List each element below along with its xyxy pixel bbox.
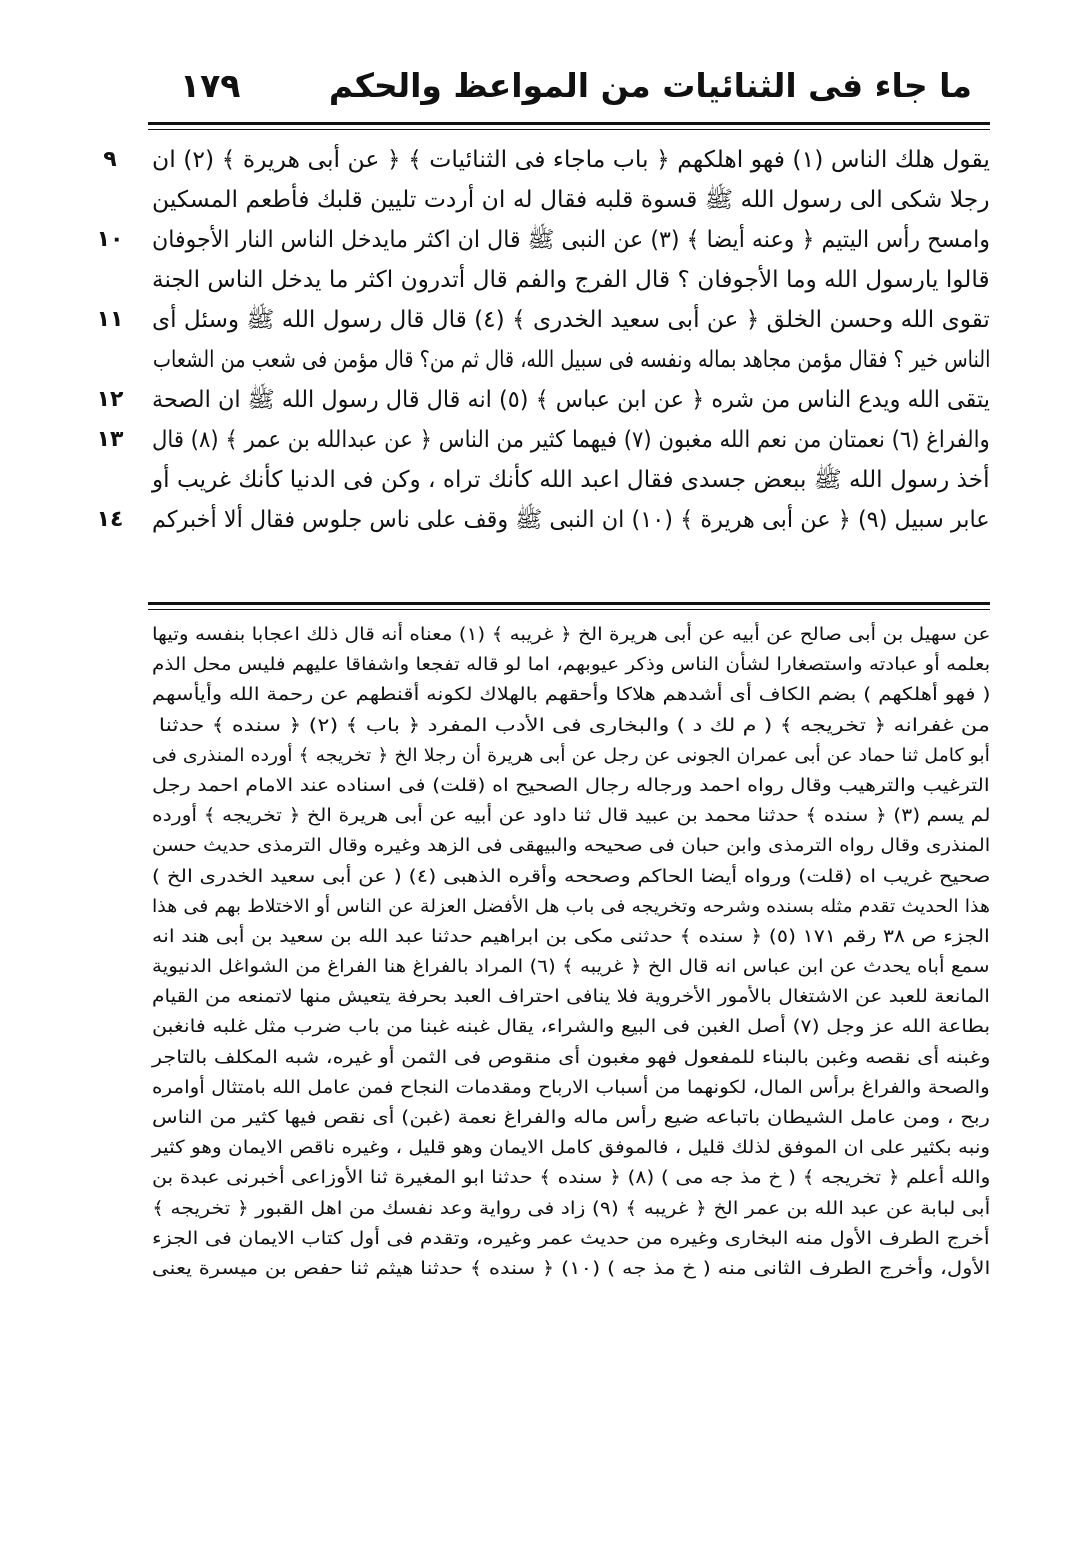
footnote-line: ربح ، ومن عامل الشيطان باتباعه ضيع رأس ماله والفراغ نعمة (غبن) أى نقص فيها كثير من الناس [152, 1107, 990, 1128]
main-text-line: عابر سبيل (٩) ﴿ عن أبى هريرة ﴾ (١٠) ان النبى ﷺ وقف على ناس جلوس فقال ألا أخبركم [152, 507, 990, 533]
footnotes-block [150, 620, 990, 1284]
footnote-line: والصحة والفراغ برأس المال، لكونهما من أسباب الارباح ومقدمات النجاح فمن عامل الله بامتثال أوامره [152, 1076, 990, 1098]
main-text-line: وامسح رأس اليتيم ﴿ وعنه أيضا ﴾ (٣) عن النبى ﷺ قال ان اكثر مايدخل الناس النار الأجوفان [152, 227, 990, 253]
main-text-line: قالوا يارسول الله وما الأجوفان ؟ قال الفرج والفم قال أتدرون اكثر ما يدخل الناس الجنة [152, 267, 990, 293]
footnote-line: الأول، وأخرج الطرف الثانى منه ( خ مذ جه ) (١٠) ﴿ سنده ﴾ حدثنا هيثم ثنا حفص بن ميسرة يعنى [151, 1257, 990, 1279]
main-text-block [150, 140, 990, 540]
footnote-line: أخرج الطرف الأول منه البخارى وغيره من حديث عمر وغيره، وتقدم فى أول كتاب الايمان فى الجزء [152, 1227, 990, 1249]
hadith-number: ١١ [96, 307, 124, 332]
footnote-line: وغبنه أى نقصه وغبن بالبناء للمفعول فهو مغبون أى منقوص فى الثمن أو غيره، شبه المكلف بالتاجر [151, 1046, 990, 1068]
footnote-line: صحيح غريب اه (قلت) ورواه أيضا الحاكم وصححه وأقره الذهبى (٤) ( عن أبى سعيد الخدرى الخ ) [151, 865, 990, 887]
hadith-number: ٩ [103, 147, 117, 172]
footnote-line: لم يسم (٣) ﴿ سنده ﴾ حدثنا محمد بن عبيد قال ثنا داود عن أبيه عن أبى هريرة الخ ﴿ تخريجه ﴾ أورده [151, 805, 990, 827]
footnote-line: المنذرى وقال رواه الترمذى وابن حبان فى صحيحه والبيهقى فى الزهد وغيره وقال الترمذى حديث حسن [151, 835, 990, 857]
hadith-number: ١٠ [96, 227, 124, 252]
footnote-line: عن سهيل بن أبى صالح عن أبيه عن أبى هريرة الخ ﴿ غريبه ﴾ (١) معناه أنه قال ذلك اعجابا بنفسه وتيها [151, 624, 990, 645]
main-text-line: أخذ رسول الله ﷺ ببعض جسدى فقال اعبد الله كأنك تراه ، وكن فى الدنيا كأنك غريب أو [152, 467, 990, 493]
header-rule [148, 122, 990, 125]
main-text-line: الناس خير ؟ فقال مؤمن مجاهد بماله ونفسه فى سبيل الله، قال ثم من؟ قال مؤمن فى شعب من الشعاب [152, 347, 990, 373]
header-rule-thin [148, 129, 990, 130]
main-text-line: والفراغ (٦) نعمتان من نعم الله مغبون (٧) فيهما كثير من الناس ﴿ عن عبدالله بن عمر ﴾ (٨) قال [152, 427, 990, 453]
main-text-line: رجلا شكى الى رسول الله ﷺ قسوة قلبه فقال له ان أردت تليين قلبك فأطعم المسكين [152, 187, 990, 213]
footnote-line: من غفرانه ﴿ تخريجه ﴾ ( م لك د ) والبخارى فى الأدب المفرد ﴿ باب ﴾ (٢) ﴿ سنده ﴾ حدثنا [158, 714, 990, 736]
footnote-line: الترغيب والترهيب وقال رواه احمد ورجاله رجال الصحيح اه (قلت) فى اسناده عند الامام احمد رجل [152, 774, 990, 796]
footnote-line: والله أعلم ﴿ تخريجه ﴾ ( خ مذ جه مى ) (٨) ﴿ سنده ﴾ حدثنا ابو المغيرة ثنا الأوزاعى أخبرنى عبدة بن [151, 1167, 990, 1189]
main-text-line: تقوى الله وحسن الخلق ﴿ عن أبى سعيد الخدرى ﴾ (٤) قال قال رسول الله ﷺ وسئل أى [152, 307, 990, 333]
footnote-line: بعلمه أو عبادته واستصغارا لشأن الناس وذكر عيوبهم، اما لو قاله تفجعا واشفاقا عليهم فليس محل الذم [151, 654, 990, 676]
hadith-number: ١٤ [96, 507, 124, 532]
footnote-line: بطاعة الله عز وجل (٧) أصل الغبن فى البيع والشراء، يقال غبنه غبنا من باب ضرب مثل غلبه فانغبن [151, 1016, 990, 1038]
footnote-line: الجزء ص ٣٨ رقم ١٧١ (٥) ﴿ سنده ﴾ حدثنى مكى بن ابراهيم حدثنا عبد الله بن سعيد بن أبى هند انه [152, 925, 990, 947]
footnote-line: هذا الحديث تقدم مثله بسنده وشرحه وتخريجه فى باب هل الأفضل العزلة عن الناس أو الاختلاط بهم فى هذا [151, 895, 990, 917]
page-header [150, 62, 990, 114]
hadith-number: ١٢ [96, 387, 124, 412]
footnote-line: المانعة للعبد عن الاشتغال بالأمور الأخروية فلا ينافى احتراف العبد بحرفة يتعيش منها لاتمنعه من القيام [152, 986, 990, 1008]
footnote-line: ( فهو أهلكهم ) بضم الكاف أى أشدهم هلاكا وأحقهم بالهلاك لكونه أقنطهم عن رحمة الله وأيأسهم [151, 684, 990, 706]
footnote-line: أبى لبابة عن عبد الله بن عمر الخ ﴿ غريبه ﴾ (٩) زاد فى رواية وعد نفسك من اهل القبور ﴿ تخريجه ﴾ [151, 1197, 990, 1219]
footnote-line: ونبه بكثير على ان الموفق لذلك قليل ، فالموفق كامل الايمان وهو قليل ، وغيره ناقص الايمان وهو كثير [151, 1137, 990, 1159]
page-number: ١٧٩ [180, 66, 241, 105]
running-title: ما جاء فى الثنائيات من المواعظ والحكم [328, 66, 972, 105]
footnote-line: أبو كامل ثنا حماد عن أبى عمران الجونى عن رجل عن أبى هريرة أن رجلا الخ ﴿ تخريجه ﴾ أورده المنذرى فى [152, 744, 990, 766]
main-text-line: يتقى الله ويدع الناس من شره ﴿ عن ابن عباس ﴾ (٥) انه قال قال رسول الله ﷺ ان الصحة [152, 387, 990, 413]
footnote-rule [148, 602, 990, 605]
footnote-rule-thin [148, 609, 990, 610]
main-text-line: يقول هلك الناس (١) فهو اهلكهم ﴿ باب ماجاء فى الثنائيات ﴾ ﴿ عن أبى هريرة ﴾ (٢) ان [152, 147, 990, 173]
hadith-number: ١٣ [96, 427, 124, 452]
footnote-line: سمع أباه يحدث عن ابن عباس انه قال الخ ﴿ غريبه ﴾ (٦) المراد بالفراغ هنا الفراغ من الشواغل الدنيوية [152, 956, 990, 978]
